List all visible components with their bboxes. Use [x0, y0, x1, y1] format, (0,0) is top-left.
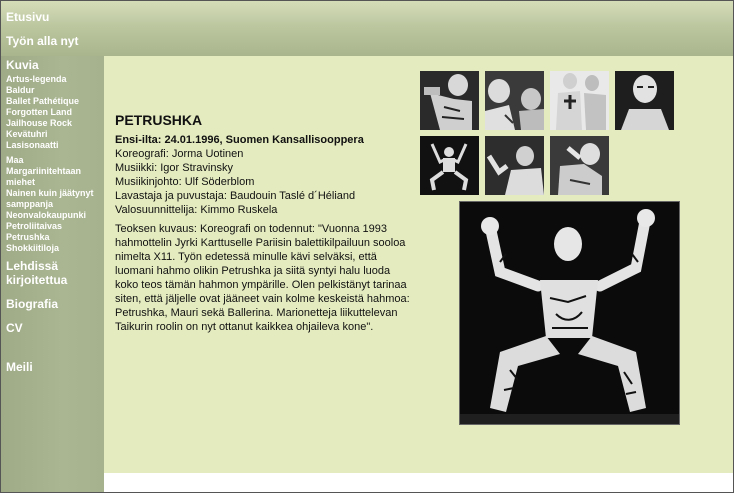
credit-conductor: Musiikinjohto: Ulf Söderblom — [115, 176, 255, 188]
sidebar-nav — [6, 10, 106, 374]
nav-margariinitehtaan-miehet[interactable]: Margariinitehtaan miehet — [6, 166, 82, 187]
nav-meili[interactable]: Meili — [6, 360, 33, 374]
credit-lighting: Valosuunnittelija: Kimmo Ruskela — [115, 204, 278, 216]
dancer-photo-icon — [420, 71, 479, 130]
work-details — [115, 112, 415, 334]
main-photo — [459, 201, 680, 425]
nav-jailhouse-rock[interactable]: Jailhouse Rock — [6, 118, 73, 128]
nav-kuvia[interactable]: Kuvia — [6, 58, 39, 72]
dancer-photo-icon — [615, 71, 674, 130]
nav-lasisonaatti[interactable]: Lasisonaatti — [6, 140, 59, 150]
dancer-photo-icon — [550, 136, 609, 195]
photo-thumbnail-2[interactable] — [485, 71, 544, 130]
nav-petroliitaivas[interactable]: Petroliitaivas — [6, 221, 63, 231]
page-title: PETRUSHKA — [115, 112, 203, 128]
dancer-photo-icon — [460, 202, 679, 424]
photo-thumbnail-4[interactable] — [615, 71, 674, 130]
nav-tyon-alla-nyt[interactable]: Työn alla nyt — [6, 34, 79, 48]
nav-etusivu[interactable]: Etusivu — [6, 10, 50, 24]
nav-forgotten-land[interactable]: Forgotten Land — [6, 107, 72, 117]
photo-thumbnail-5[interactable] — [420, 136, 479, 195]
photo-thumbnail-6[interactable] — [485, 136, 544, 195]
footer-strip — [104, 473, 733, 492]
photo-thumbnail-3[interactable] — [550, 71, 609, 130]
dancer-photo-icon — [485, 136, 544, 195]
nav-kevatuhri[interactable]: Kevätuhri — [6, 129, 48, 139]
work-description: Teoksen kuvaus: Koreografi on todennut: "Vuonna 1993 hahmottelin Jyrki Karttuselle Pariisin balettikilpailuun sooloa nimelta X11. Työn edetessä minulle kävi selväksi, että luomani hahmo olikin Petrushka ja siitä syntyi halu luoda koko teos tämän hahmon ympärille. Olen pelkistänyt tarinaa siten, että jäljelle ovat jääneet vain kolme keskeistä hahmoa: Petrushka, Mauri sekä Ballerina. Marionetteja liikuttelevan Taikurin roolin on nyt ottanut kaikkea ohjaileva kone". — [115, 223, 410, 333]
nav-petrushka[interactable]: Petrushka — [6, 232, 50, 242]
premiere-info: Ensi-ilta: 24.01.1996, Suomen Kansallisooppera — [115, 134, 364, 146]
nav-biografia[interactable]: Biografia — [6, 297, 59, 311]
dancer-photo-icon — [550, 71, 609, 130]
header-bar — [1, 1, 733, 56]
nav-artus-legenda[interactable]: Artus-legenda — [6, 74, 67, 84]
dancer-photo-icon — [485, 71, 544, 130]
dancer-photo-icon — [420, 136, 479, 195]
nav-maa[interactable]: Maa — [6, 155, 24, 165]
credit-choreographer: Koreografi: Jorma Uotinen — [115, 148, 244, 160]
photo-thumbnail-7[interactable] — [550, 136, 609, 195]
credit-set-costume: Lavastaja ja puvustaja: Baudouin Taslé d´Héliand — [115, 190, 356, 202]
photo-thumbnail-1[interactable] — [420, 71, 479, 130]
nav-ballet-pathetique[interactable]: Ballet Pathétique — [6, 96, 80, 106]
nav-baldur[interactable]: Baldur — [6, 85, 35, 95]
nav-shokkiitiloja[interactable]: Shokkiitiloja — [6, 243, 60, 253]
nav-nainen-kuin-jaatynyt-samppanja[interactable]: Nainen kuin jäätynyt samppanja — [6, 188, 94, 209]
credit-music: Musiikki: Igor Stravinsky — [115, 162, 233, 174]
nav-neonvalokaupunki[interactable]: Neonvalokaupunki — [6, 210, 87, 220]
nav-cv[interactable]: CV — [6, 321, 23, 335]
nav-lehdissa-kirjoitettua[interactable]: Lehdissä kirjoitettua — [6, 259, 68, 287]
